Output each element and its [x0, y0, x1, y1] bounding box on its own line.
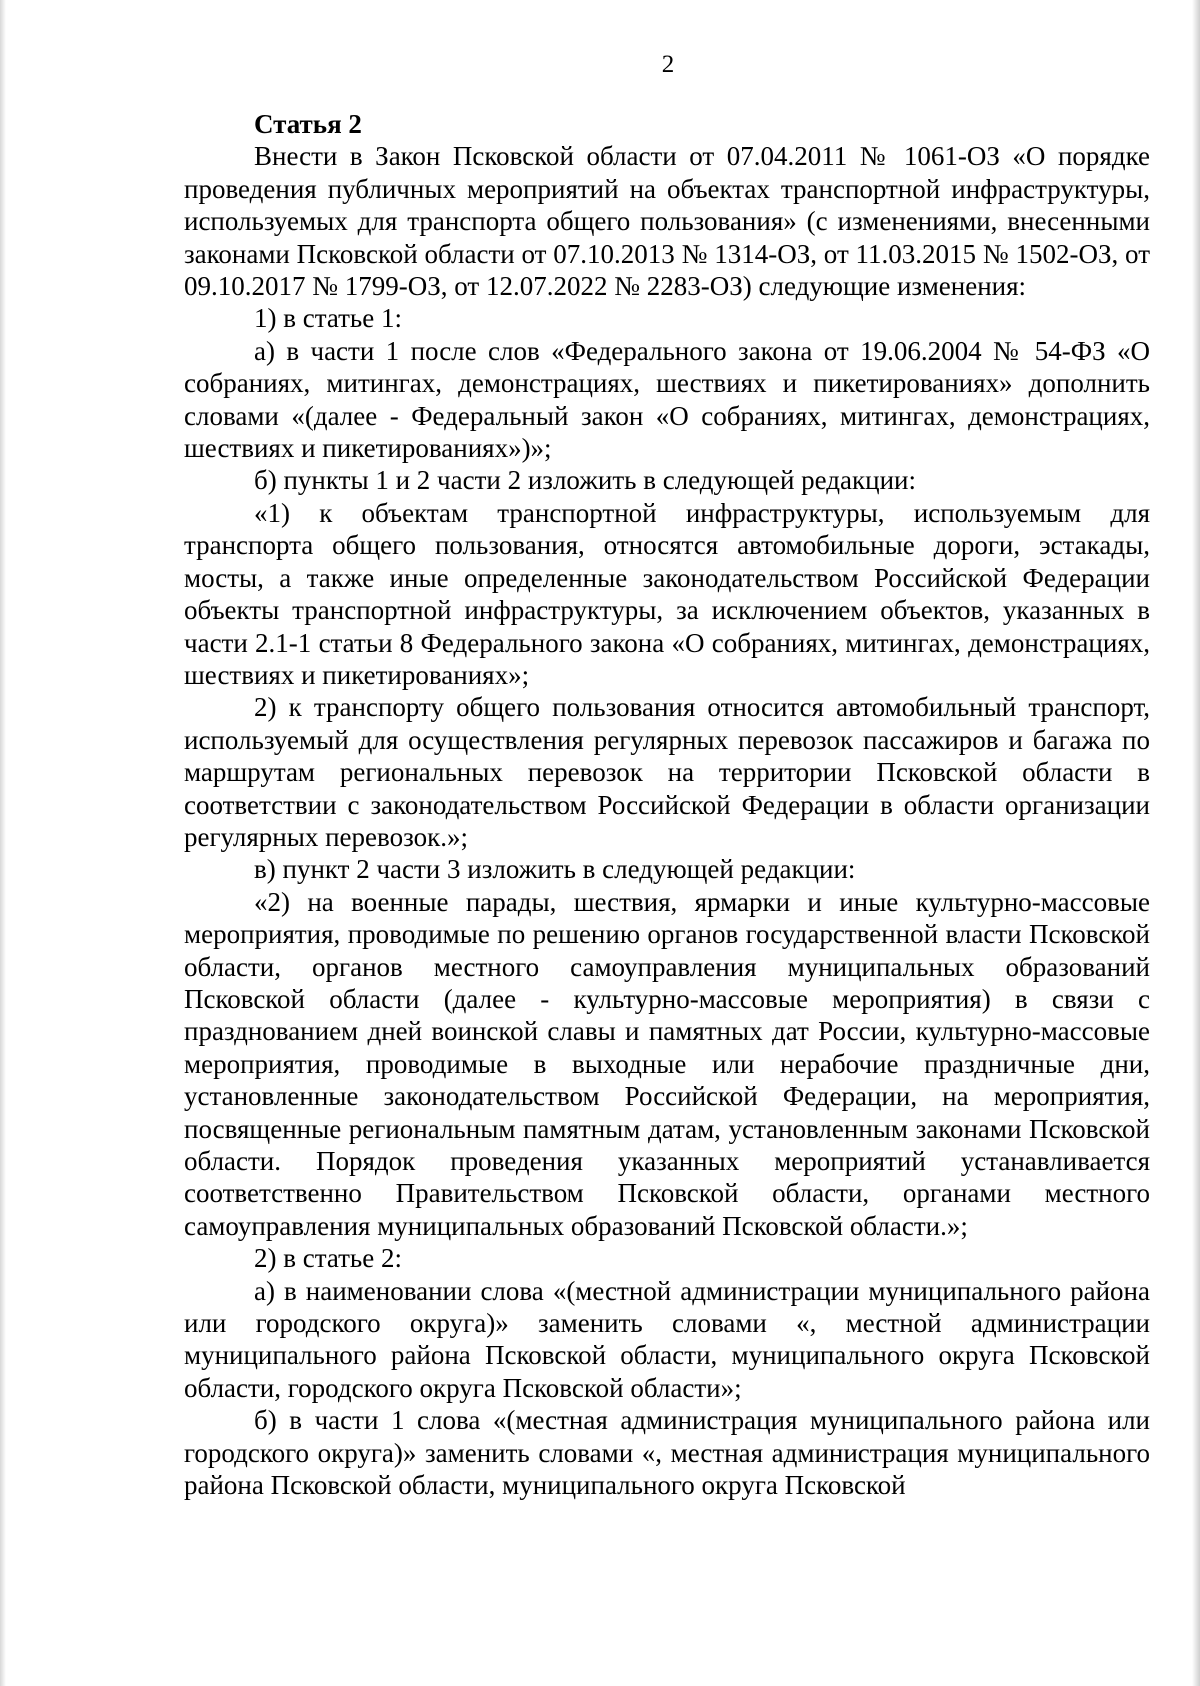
document-body — [184, 108, 1150, 1501]
paragraph-intro: Внести в Закон Псковской области от 07.04.2011 № 1061-ОЗ «О порядке проведения публичных мероприятий на объектах транспортной инфраструктуры, используемых для транспорта общего пользования» (с изменениями, внесенными законами Псковской области от 07.10.2013 № 1314-ОЗ, от 11.03.2015 № 1502-ОЗ, от 09.10.2017 № 1799-ОЗ, от 12.07.2022 № 2283-ОЗ) следующие изменения: — [184, 141, 1150, 302]
paragraph-item-1: 1) в статье 1: — [254, 303, 402, 334]
paragraph-quote-point-2: 2) к транспорту общего пользования относится автомобильный транспорт, используемый для осуществления регулярных перевозок пассажиров и багажа по маршрутам региональных перевозок на территории Псковской области в соответствии с законодательством Российской Федерации в области организации регулярных перевозок.»; — [184, 692, 1150, 852]
paragraph-item-1b: б) пункты 1 и 2 части 2 изложить в следующей редакции: — [254, 465, 916, 496]
scan-edge-right — [1192, 0, 1200, 1686]
article-heading: Статья 2 — [254, 109, 362, 139]
scan-edge-left — [0, 0, 6, 1686]
paragraph-item-2b: б) в части 1 слова «(местная администрация муниципального района или городского округа)» заменить словами «, местная администрация муниципального района Псковской области, муниципального округа Псковской — [184, 1405, 1150, 1501]
paragraph-item-2a: а) в наименовании слова «(местной администрации муниципального района или городского округа)» заменить словами «, местной администрации муниципального района Псковской области, муниципального округа Псковской области, городского округа Псковской области»; — [184, 1275, 1150, 1403]
page-number: 2 — [661, 51, 675, 78]
paragraph-quote-point-1: «1) к объектам транспортной инфраструктуры, используемым для транспорта общего пользования, относятся автомобильные дороги, эстакады, мосты, а также иные определенные законодательством Российской Федерации объекты транспортной инфраструктуры, за исключением объектов, указанных в части 2.1-1 статьи 8 Федерального закона «О собраниях, митингах, демонстрациях, шествиях и пикетированиях»; — [184, 497, 1150, 690]
paragraph-item-1a: а) в части 1 после слов «Федерального закона от 19.06.2004 № 54-ФЗ «О собраниях, митингах, демонстрациях, шествиях и пикетированиях» дополнить словами «(далее - Федеральный закон «О собраниях, митингах, демонстрациях, шествиях и пикетированиях»)»; — [184, 335, 1150, 464]
paragraph-quote-point-2-part-3: «2) на военные парады, шествия, ярмарки и иные культурно-массовые мероприятия, проводимые по решению органов государственной власти Псковской области, органов местного самоуправления муниципальных образований Псковской области (далее - культурно-массовые мероприятия) в связи с празднованием дней воинской славы и памятных дат России, культурно-массовые мероприятия, проводимые в выходные или нерабочие праздничные дни, установленные законодательством Российской Федерации, на мероприятия, посвященные региональным памятным датам, установленным законами Псковской области. Порядок проведения указанных мероприятий устанавливается соответственно Правительством Псковской области, органами местного самоуправления муниципальных образований Псковской области.»; — [184, 886, 1150, 1241]
paragraph-item-1v: в) пункт 2 части 3 изложить в следующей редакции: — [254, 854, 856, 885]
paragraph-item-2: 2) в статье 2: — [254, 1243, 402, 1274]
